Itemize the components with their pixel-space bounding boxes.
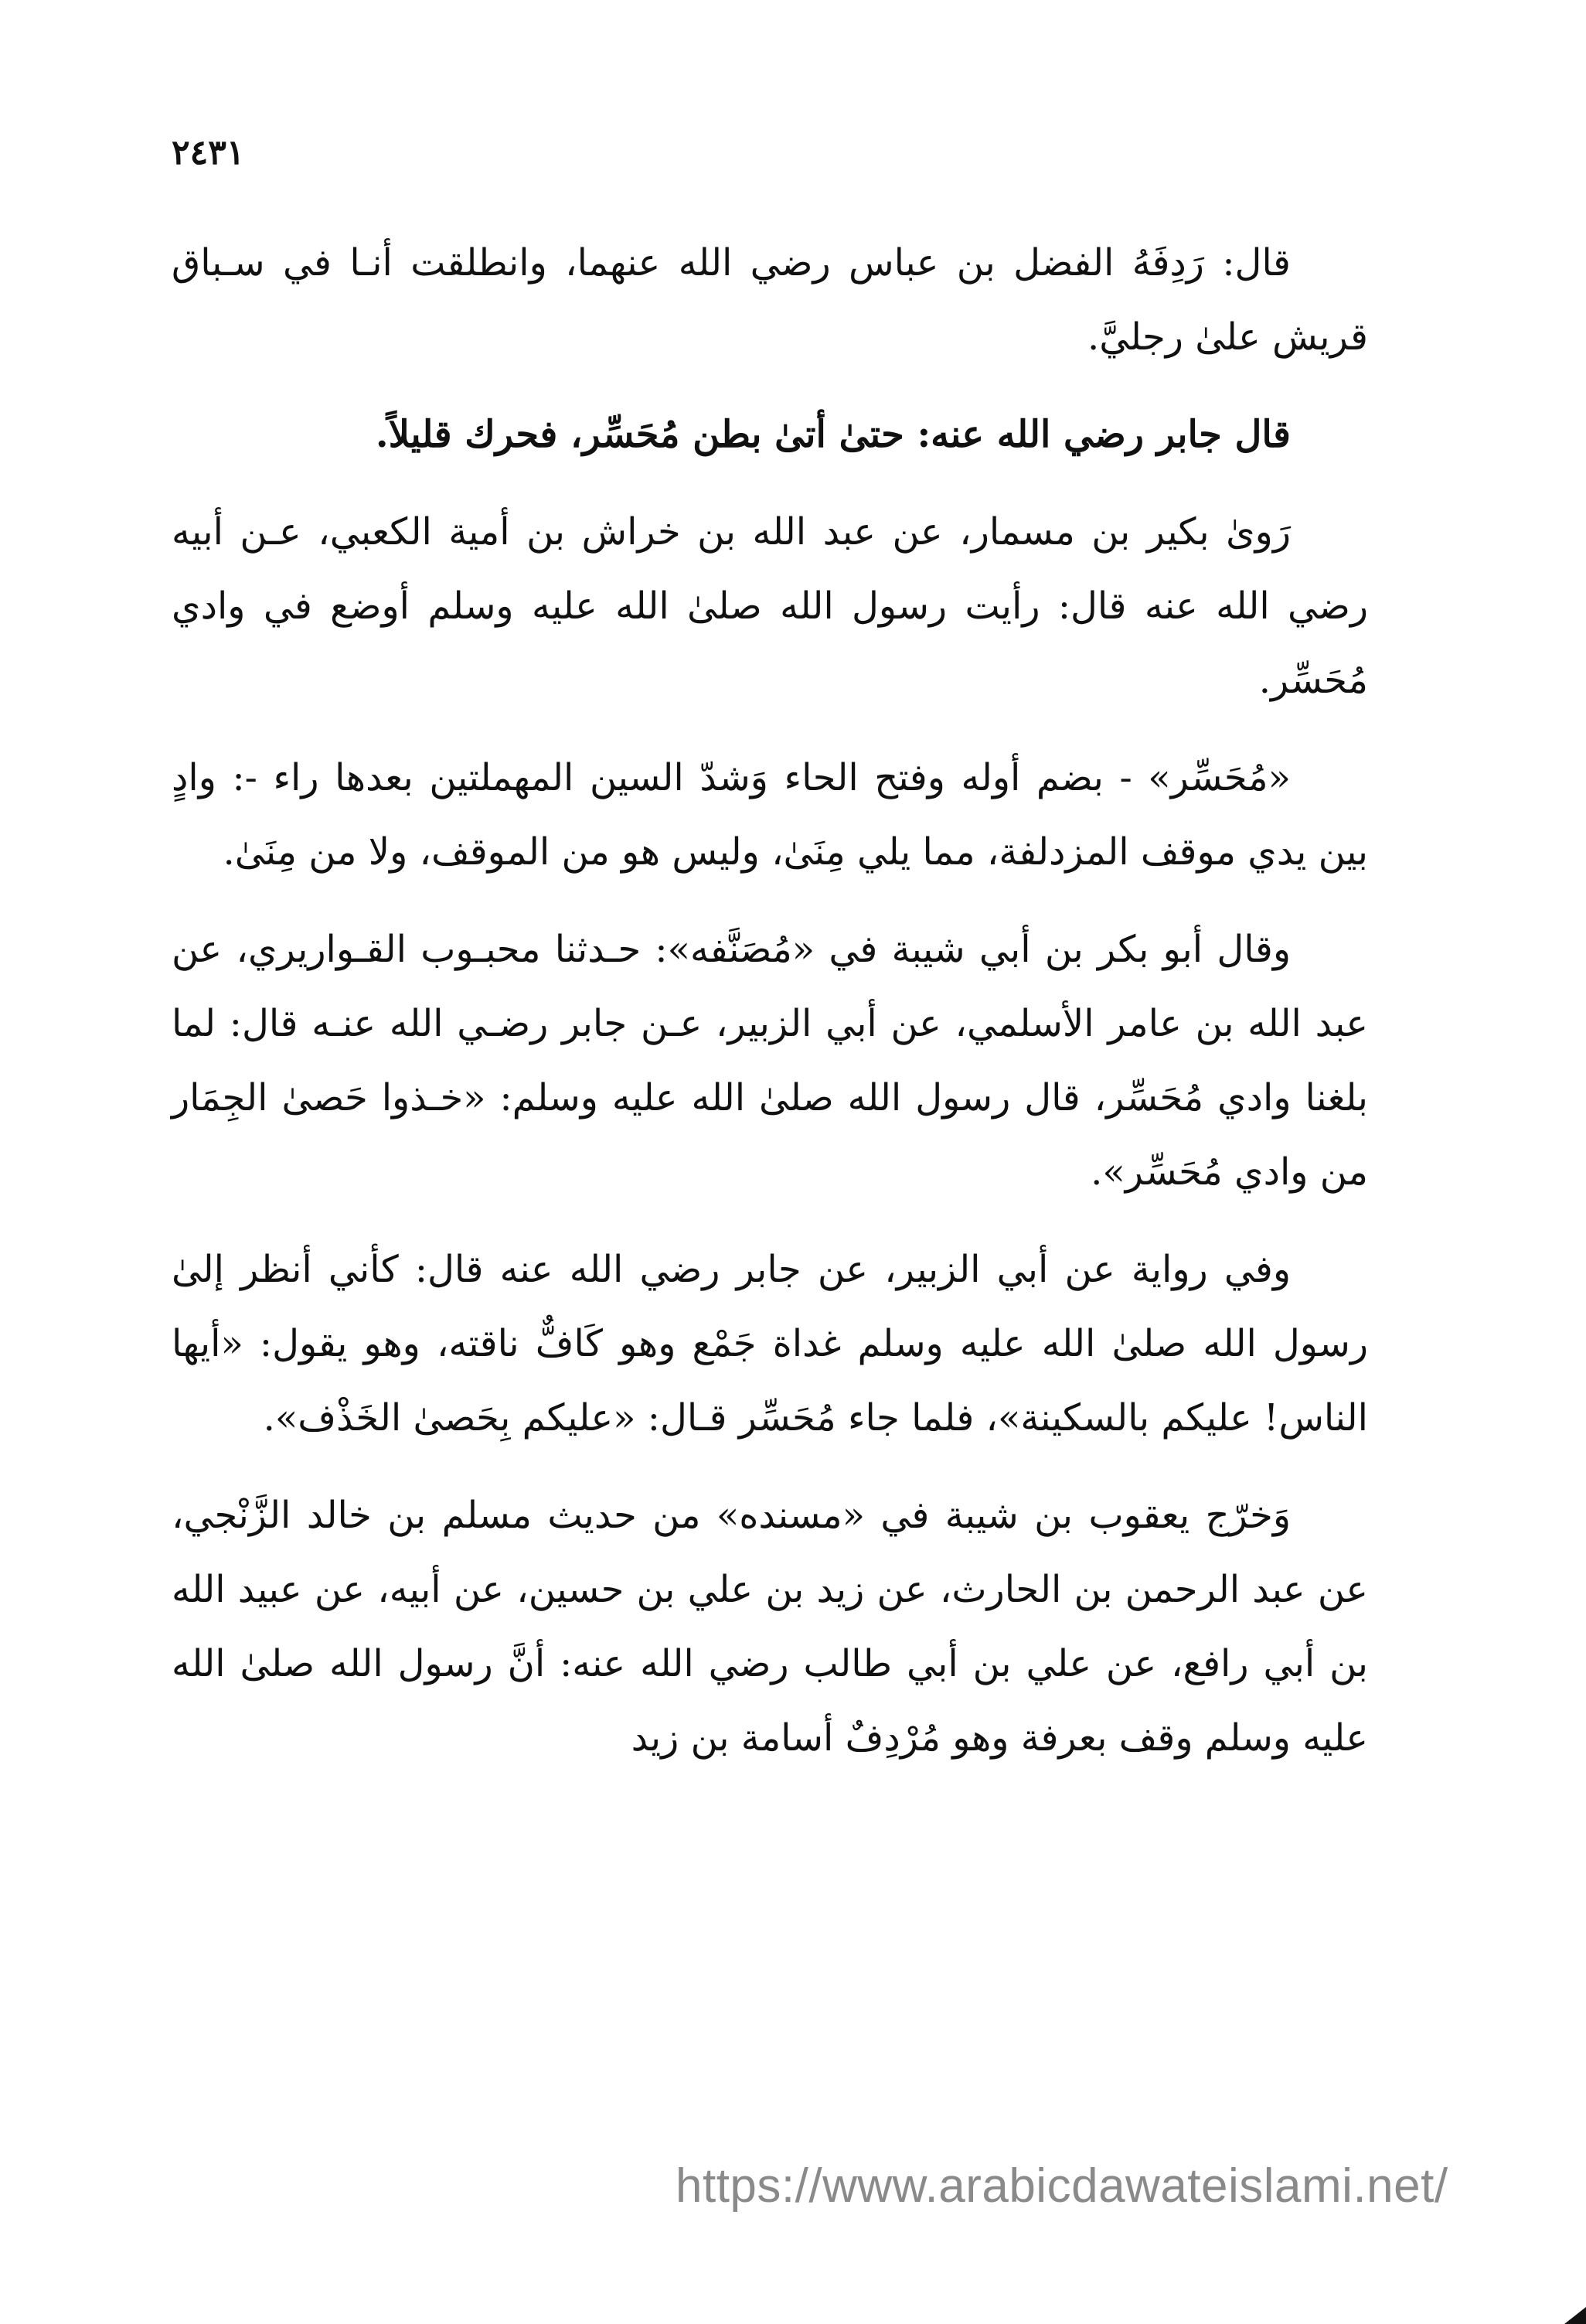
paragraph-6: وفي رواية عن أبي الزبير، عن جابر رضي الله عنه قال: كأني أنظر إلىٰ رسول الله صلىٰ الله عليه وسلم غداة جَمْع وهو كَافٌّ ناقته، وهو يقول: «أيها الناس! عليكم بالسكينة»، فلما جاء مُحَسِّر قـال: «عليكم بِحَصىٰ الخَذْف».: [172, 1248, 1368, 1440]
paragraph-4: «مُحَسِّر» - بضم أوله وفتح الحاء وَشدّ السين المهملتين بعدها راء -: وادٍ بين يدي موقف المزدلفة، مما يلي مِنَىٰ، وليس هو من الموقف، ولا من مِنَىٰ.: [172, 756, 1368, 874]
page-number: ٢٤٣١: [172, 133, 245, 172]
paragraph-1: قال: رَدِفَهُ الفضل بن عباس رضي الله عنهما، وانطلقت أنـا في سـباق قريش علىٰ رجليَّ.: [172, 241, 1368, 359]
page-corner-mark: [1564, 2307, 1586, 2324]
watermark-url: https://www.arabicdawateislami.net/: [676, 2159, 1448, 2213]
page-body: [172, 226, 1368, 1798]
paragraph-2: قال جابر رضي الله عنه: حتىٰ أتىٰ بطن مُحَسِّر، فحرك قليلاً.: [375, 413, 1291, 456]
paragraph-5: وقال أبو بكر بن أبي شيبة في «مُصَنَّفه»: حـدثنا محبـوب القـواريري، عن عبد الله بن عامر الأسلمي، عن أبي الزبير، عـن جابر رضـي الله عنـه قال: لما بلغنا وادي مُحَسِّر، قال رسول الله صلىٰ الله عليه وسلم: «خـذوا حَصىٰ الجِمَار من وادي مُحَسِّر».: [172, 928, 1368, 1194]
paragraph-7: وَخرّج يعقوب بن شيبة في «مسنده» من حديث مسلم بن خالد الزَّنْجي، عن عبد الرحمن بن الحارث، عن زيد بن علي بن حسين، عن أبيه، عن عبيد الله بن أبي رافع، عن علي بن أبي طالب رضي الله عنه: أنَّ رسول الله صلىٰ الله عليه وسلم وقف بعرفة وهو مُرْدِفٌ أسامة بن زيد: [172, 1494, 1368, 1760]
paragraph-3: رَوىٰ بكير بن مسمار، عن عبد الله بن خراش بن أمية الكعبي، عـن أبيه رضي الله عنه قال: رأيت رسول الله صلىٰ الله عليه وسلم أوضع في وادي مُحَسِّر.: [172, 510, 1368, 702]
